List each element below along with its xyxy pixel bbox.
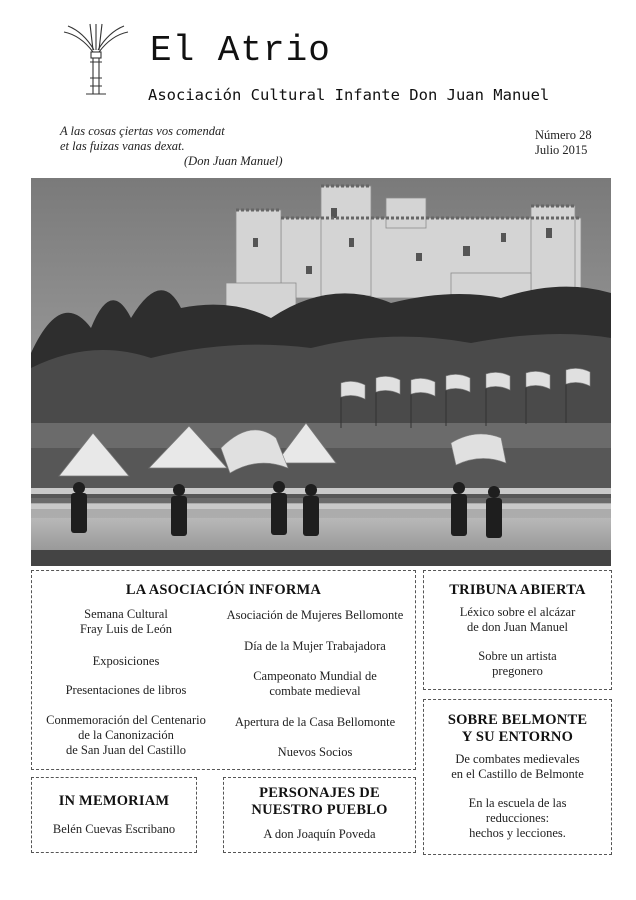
- news-item: Asociación de Mujeres Bellomonte: [226, 608, 404, 622]
- news-item: Apertura de la Casa Bellomonte: [234, 715, 396, 729]
- section-personajes: [223, 777, 416, 853]
- epigraph-attribution: (Don Juan Manuel): [184, 154, 283, 168]
- news-item: A don Joaquín Poveda: [263, 827, 376, 841]
- association-logo: [60, 22, 132, 98]
- epigraph-line: A las cosas çiertas vos comendat: [60, 124, 225, 138]
- section-sobre-belmonte: [423, 699, 612, 855]
- epigraph: [60, 124, 283, 169]
- issue-date: Julio 2015: [535, 143, 588, 157]
- news-item: Campeonato Mundial de combate medieval: [253, 669, 377, 698]
- cover-photo: [31, 178, 611, 566]
- news-item: Sobre un artista pregonero: [478, 649, 557, 678]
- news-item: Léxico sobre el alcázar de don Juan Manuel: [459, 605, 576, 634]
- news-item: Presentaciones de libros: [65, 683, 187, 697]
- news-item: Semana Cultural Fray Luis de León: [80, 607, 172, 636]
- issue-number: Número 28: [535, 128, 592, 142]
- section-asociacion-informa: [31, 570, 416, 770]
- news-item: En la escuela de las reducciones: hechos y lecciones.: [468, 796, 567, 840]
- section-heading: TRIBUNA ABIERTA: [449, 582, 586, 598]
- newsletter-subtitle: Asociación Cultural Infante Don Juan Manuel: [148, 86, 550, 104]
- section-heading: SOBRE BELMONTE Y SU ENTORNO: [447, 712, 588, 745]
- newsletter-title: El Atrio: [150, 30, 331, 71]
- news-item: Día de la Mujer Trabajadora: [244, 639, 386, 653]
- section-tribuna-abierta: [423, 570, 612, 690]
- section-heading: PERSONAJES DE NUESTRO PUEBLO: [251, 785, 388, 818]
- issue-info: [535, 128, 592, 158]
- section-in-memoriam: [31, 777, 197, 853]
- news-item: Nuevos Socios: [277, 745, 353, 759]
- news-item: Exposiciones: [92, 654, 160, 668]
- news-item: De combates medievales en el Castillo de Belmonte: [451, 752, 584, 781]
- epigraph-line: et las fuizas vanas dexat.: [60, 139, 185, 153]
- news-item: Belén Cuevas Escribano: [52, 822, 176, 836]
- section-heading: IN MEMORIAM: [58, 793, 170, 809]
- section-heading: LA ASOCIACIÓN INFORMA: [125, 582, 322, 598]
- news-item: Conmemoración del Centenario de la Canonización de San Juan del Castillo: [46, 713, 206, 757]
